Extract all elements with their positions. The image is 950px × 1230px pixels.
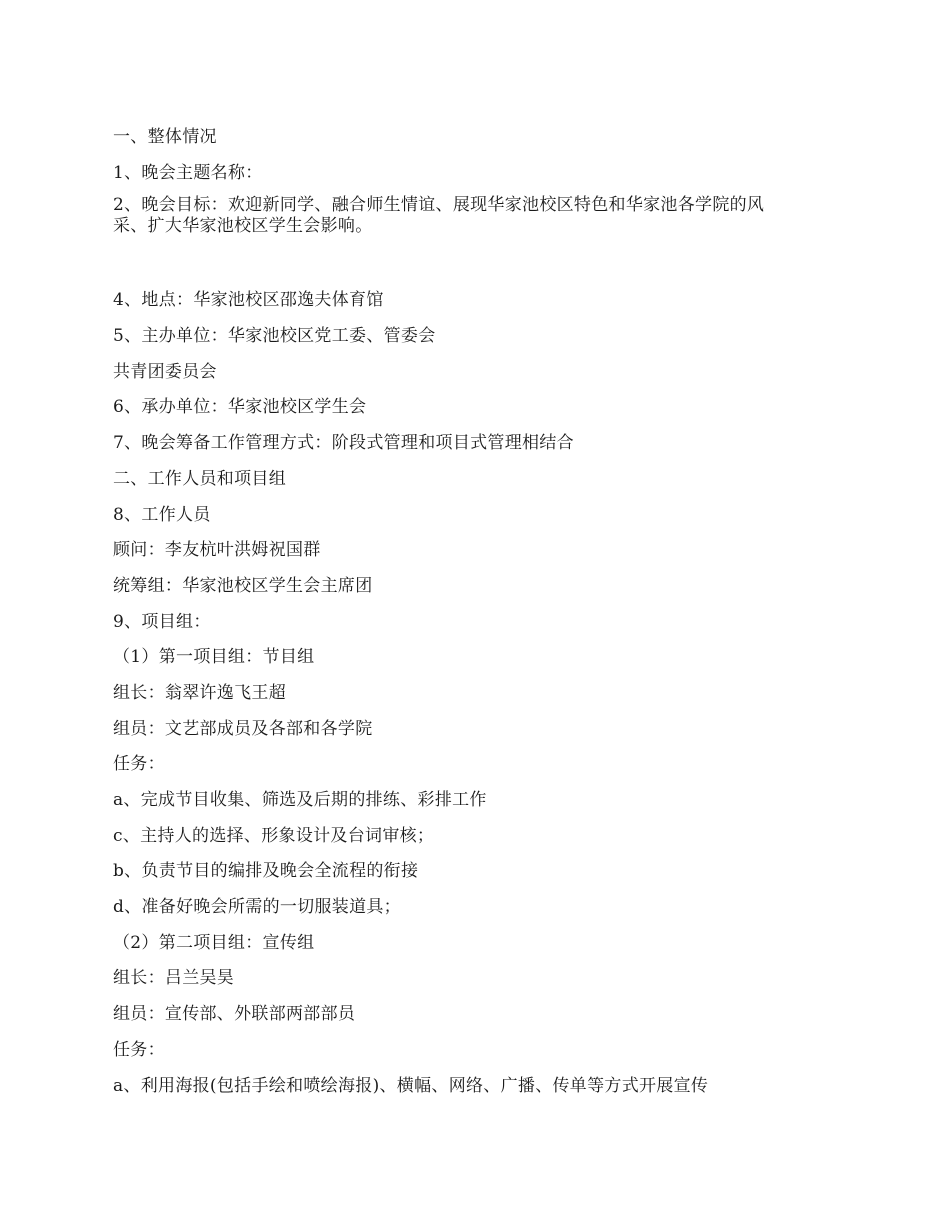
section-title-staff: 二、工作人员和项目组 <box>113 468 286 489</box>
item-organizer-cont: 共青团委员会 <box>113 361 217 382</box>
item-theme-name: 1、晚会主题名称： <box>113 162 263 183</box>
group1-task-a: a、完成节目收集、筛选及后期的排练、彩排工作 <box>113 790 487 810</box>
group2-leader: 组长：吕兰吴昊 <box>113 968 235 989</box>
group1-members: 组员：文艺部成员及各部和各学院 <box>113 718 373 739</box>
group2-tasks-label: 任务： <box>113 1039 165 1060</box>
group1-task-c: c、主持人的选择、形象设计及台词审核； <box>113 825 435 846</box>
item-organizer: 5、主办单位：华家池校区党工委、管委会 <box>113 326 436 347</box>
group1-task-d: d、准备好晚会所需的一切服装道具； <box>113 897 401 918</box>
item-management: 7、晚会筹备工作管理方式：阶段式管理和项目式管理相结合 <box>113 433 574 454</box>
group2-task-a: a、利用海报(包括手绘和喷绘海报)、横幅、网络、广播、传单等方式开展宣传 <box>113 1075 709 1096</box>
coordinators: 统筹组：华家池校区学生会主席团 <box>113 575 373 596</box>
item-location: 4、地点：华家池校区邵逸夫体育馆 <box>113 290 384 311</box>
group2-title: （2）第二项目组：宣传组 <box>113 932 315 953</box>
advisors: 顾问：李友杭叶洪姆祝国群 <box>113 540 321 561</box>
group1-task-b: b、负责节目的编排及晚会全流程的衔接 <box>113 861 419 882</box>
item-project-groups: 9、项目组： <box>113 611 211 632</box>
group1-leader: 组长：翁翠许逸飞王超 <box>113 682 286 703</box>
section-title-overview: 一、整体情况 <box>113 127 217 147</box>
item-goal <box>113 195 833 237</box>
group1-tasks-label: 任务： <box>113 754 165 775</box>
group1-title: （1）第一项目组：节目组 <box>113 647 315 668</box>
group2-members: 组员：宣传部、外联部两部部员 <box>113 1004 356 1025</box>
item-goal-line1: 2、晚会目标：欢迎新同学、融合师生情谊、展现华家池校区特色和华家池各学院的风 <box>113 195 765 216</box>
item-staff: 8、工作人员 <box>113 504 211 525</box>
document-body <box>113 124 833 1108</box>
item-host: 6、承办单位：华家池校区学生会 <box>113 397 367 418</box>
item-goal-line2: 采、扩大华家池校区学生会影响。 <box>113 216 373 237</box>
